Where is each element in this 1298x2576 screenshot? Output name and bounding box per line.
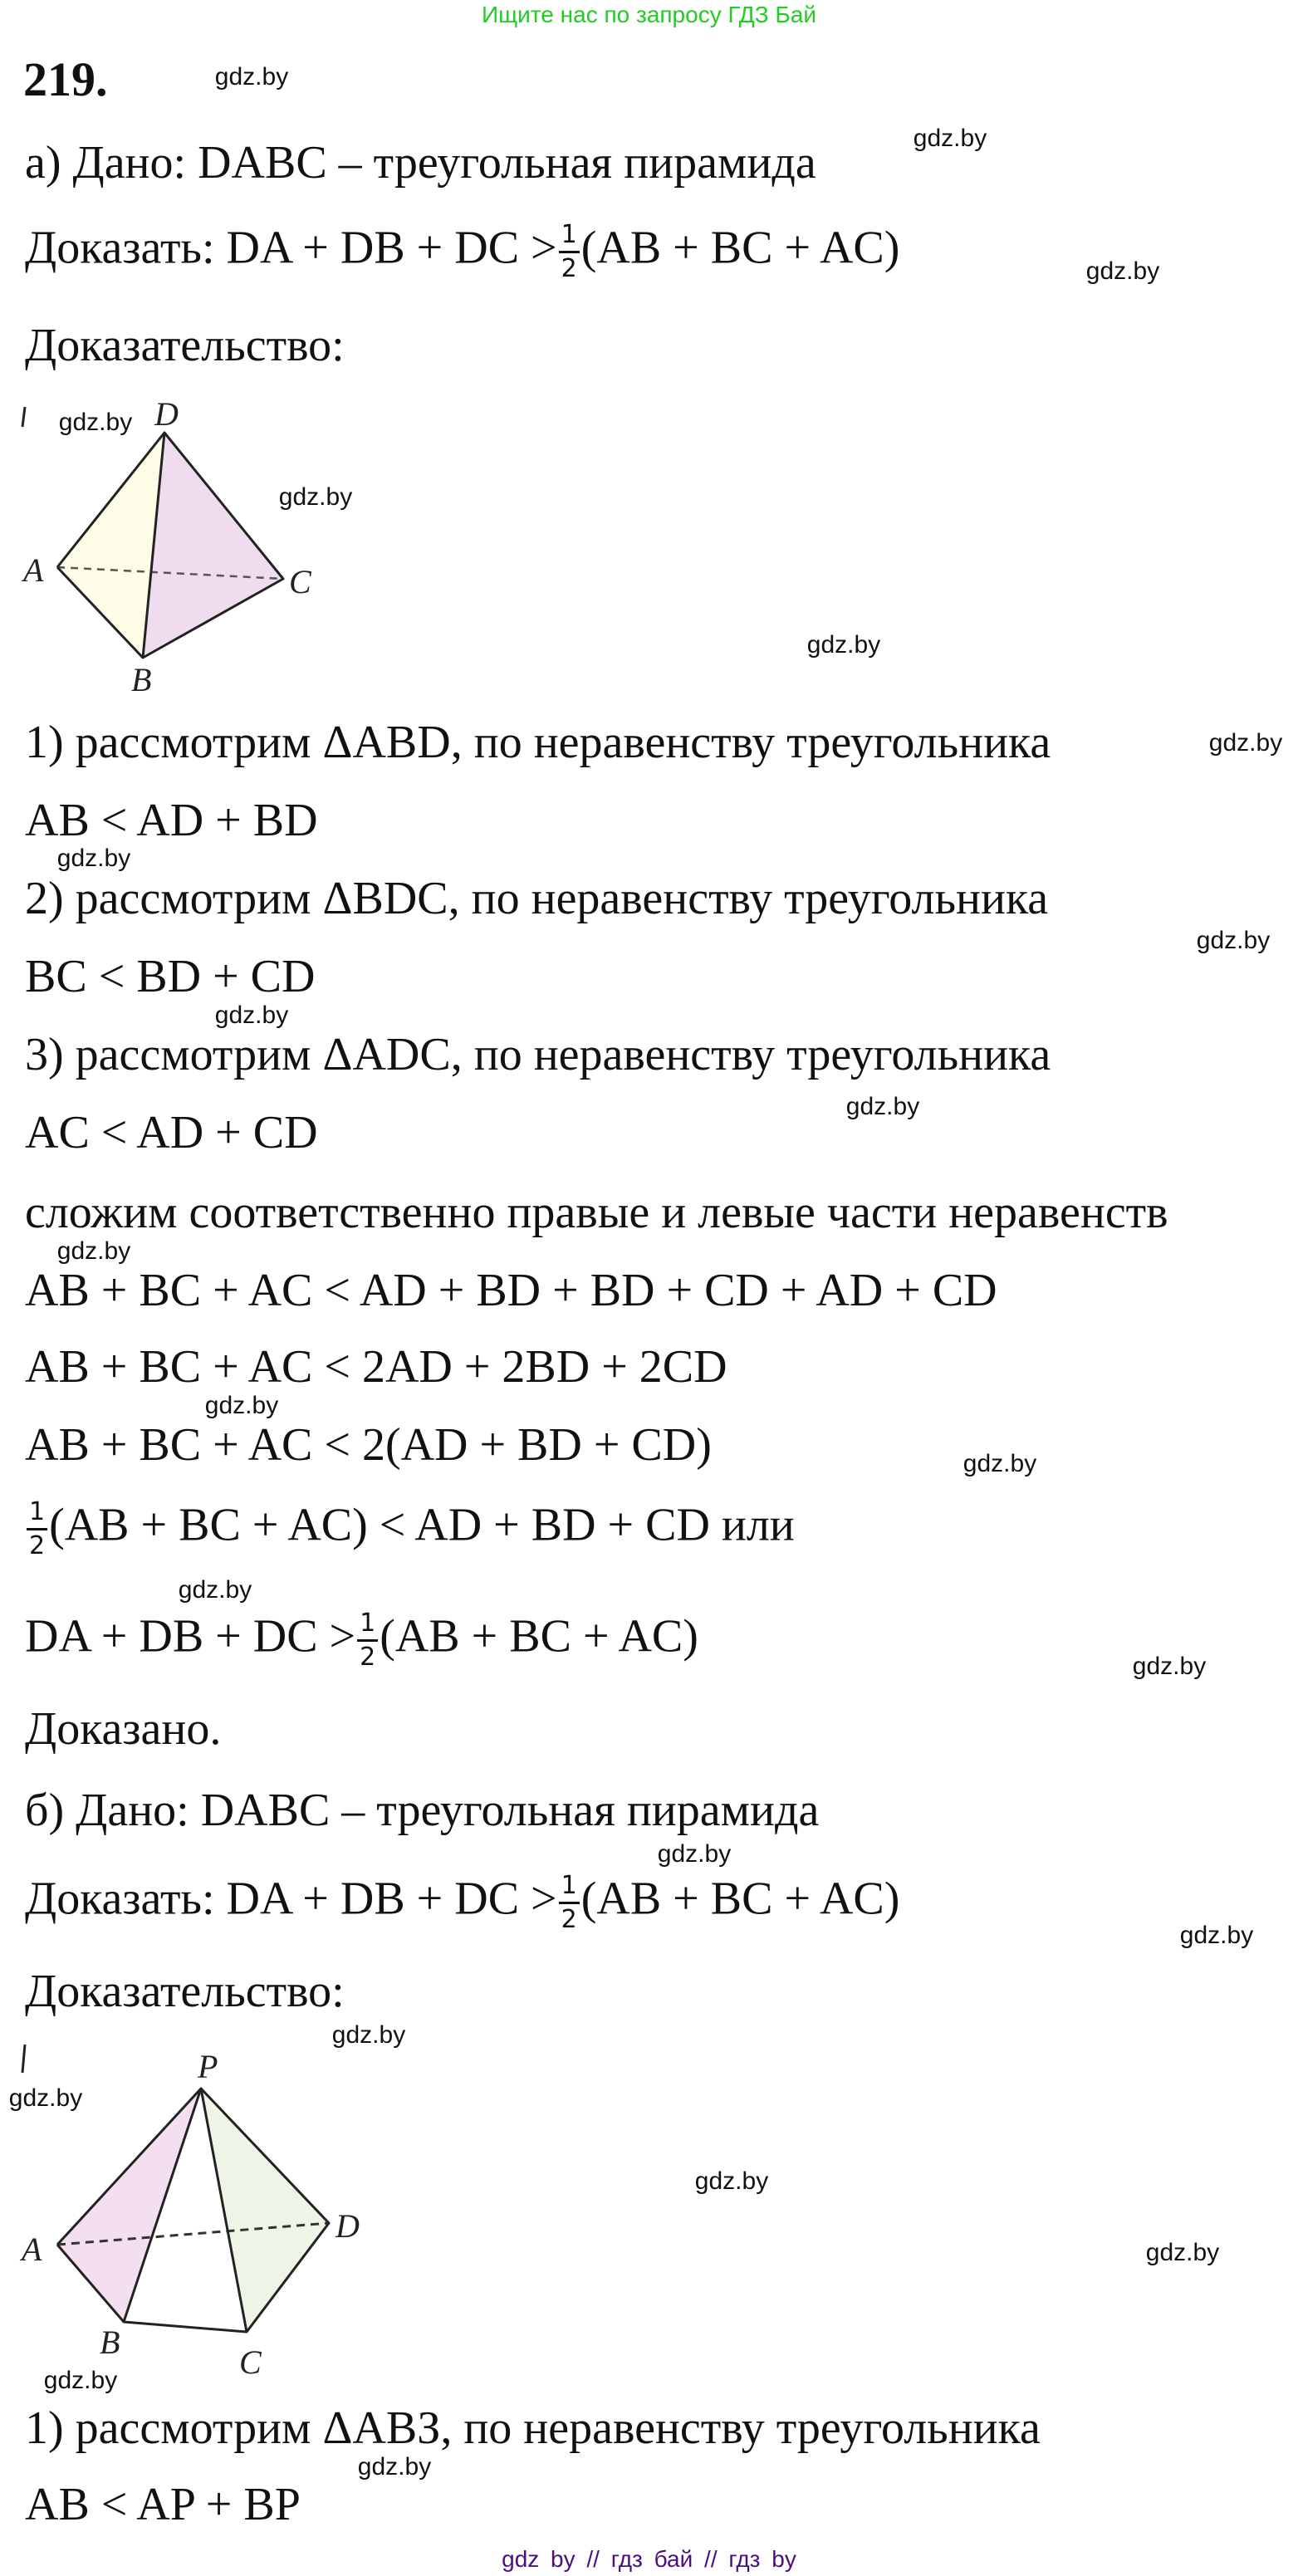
- watermark: gdz.by: [1145, 2239, 1220, 2266]
- tetrahedron-figure: [0, 374, 349, 706]
- fraction-half: [559, 220, 580, 283]
- watermark: gdz.by: [1085, 257, 1160, 285]
- step-b-2: AB < AP + BP: [25, 2479, 301, 2530]
- prove-b-suffix: (AB + BC + AC): [580, 1873, 900, 1925]
- step-a-4: BC < BD + CD: [25, 951, 316, 1002]
- label-p: P: [198, 2048, 218, 2085]
- face-bdc: [143, 433, 283, 658]
- prove-b: [25, 1873, 899, 1932]
- final-prefix: DA + DB + DC >: [25, 1610, 356, 1663]
- stray-mark: [22, 407, 25, 427]
- watermark: gdz.by: [845, 1093, 920, 1120]
- label-c: C: [289, 563, 311, 600]
- watermark: gdz.by: [1132, 1653, 1207, 1680]
- step-a-5: 3) рассмотрим ΔADC, по неравенству треугольника: [25, 1029, 1051, 1080]
- watermark: gdz.by: [43, 2367, 118, 2394]
- prove-a-suffix: (AB + BC + AC): [580, 222, 900, 274]
- step-a-8: AB + BC + AC < AD + BD + BD + CD + AD + CD: [25, 1265, 997, 1316]
- numerator: 1: [559, 1873, 580, 1904]
- step-a-10: AB + BC + AC < 2(AD + BD + CD): [25, 1419, 712, 1471]
- watermark: gdz.by: [1208, 729, 1283, 757]
- half-line-suffix: (AB + BC + AC) < AD + BD + CD или: [49, 1499, 795, 1551]
- step-a-3: 2) рассмотрим ΔBDC, по неравенству треугольника: [25, 873, 1049, 924]
- fraction-half: [357, 1611, 378, 1670]
- final-suffix: (AB + BC + AC): [380, 1610, 698, 1663]
- watermark: gdz.by: [331, 2021, 406, 2049]
- watermark: gdz.by: [913, 125, 987, 152]
- half-line: [25, 1497, 795, 1560]
- denominator: 2: [561, 254, 577, 283]
- proof-label-a: Доказательство:: [25, 320, 345, 371]
- denominator: 2: [29, 1531, 46, 1560]
- watermark: gdz.by: [58, 409, 133, 436]
- prove-a-prefix: Доказать: DA + DB + DC >: [25, 222, 557, 274]
- watermark: gdz.by: [694, 2167, 769, 2195]
- step-a-2: AB < AD + BD: [25, 795, 318, 846]
- fraction-half: [27, 1497, 47, 1560]
- watermark: gdz.by: [278, 483, 353, 511]
- watermark: gdz.by: [178, 1576, 252, 1604]
- label-b: B: [100, 2324, 120, 2361]
- watermark: gdz.by: [357, 2453, 432, 2481]
- site-banner[interactable]: Ищите нас по запросу ГДЗ Бай: [481, 2, 817, 27]
- prove-a: [25, 220, 900, 283]
- watermark: gdz.by: [214, 63, 289, 91]
- given-b: б) Дано: DABC – треугольная пирамида: [25, 1785, 820, 1836]
- denominator: 2: [561, 1905, 577, 1934]
- watermark: gdz.by: [1179, 1922, 1254, 1949]
- numerator: 1: [27, 1500, 47, 1530]
- numerator: 1: [357, 1611, 378, 1642]
- watermark: gdz.by: [214, 1002, 289, 1029]
- label-a: A: [23, 551, 44, 589]
- watermark: gdz.by: [56, 1237, 131, 1265]
- step-a-7: сложим соответственно правые и левые части неравенств: [25, 1187, 1168, 1238]
- watermark: gdz.by: [806, 631, 881, 659]
- fraction-half: [559, 1873, 580, 1932]
- step-b-1: 1) рассмотрим ΔABЗ, по неравенству треугольника: [25, 2402, 1041, 2454]
- label-d: D: [154, 395, 179, 433]
- face-pab: [57, 2089, 201, 2322]
- watermark: gdz.by: [204, 1392, 279, 1419]
- denominator: 2: [360, 1643, 376, 1672]
- final-a: [25, 1611, 698, 1670]
- prove-b-prefix: Доказать: DA + DB + DC >: [25, 1873, 557, 1925]
- watermark: gdz.by: [56, 845, 131, 872]
- label-a: A: [22, 2231, 42, 2268]
- problem-number: 219.: [23, 52, 108, 106]
- watermark: gdz.by: [657, 1840, 732, 1868]
- label-b: B: [131, 661, 152, 698]
- watermark: gdz.by: [962, 1450, 1037, 1477]
- proof-label-b: Доказательство:: [25, 1966, 345, 2017]
- label-c: C: [239, 2343, 262, 2381]
- watermark: gdz.by: [1196, 927, 1271, 954]
- step-a-6: AC < AD + CD: [25, 1107, 318, 1158]
- step-a-1: 1) рассмотрим ΔABD, по неравенству треугольника: [25, 717, 1051, 768]
- watermark: gdz.by: [8, 2084, 83, 2112]
- step-a-9: AB + BC + AC < 2AD + 2BD + 2CD: [25, 1341, 727, 1393]
- label-d: D: [336, 2207, 360, 2245]
- footer-links[interactable]: gdz by // гдз бай // гдз by: [502, 2546, 796, 2572]
- done-a: Доказано.: [25, 1703, 222, 1755]
- face-pcd: [201, 2089, 329, 2332]
- given-a: а) Дано: DABC – треугольная пирамида: [25, 137, 816, 189]
- numerator: 1: [559, 223, 580, 253]
- stray-mark: [22, 2045, 25, 2073]
